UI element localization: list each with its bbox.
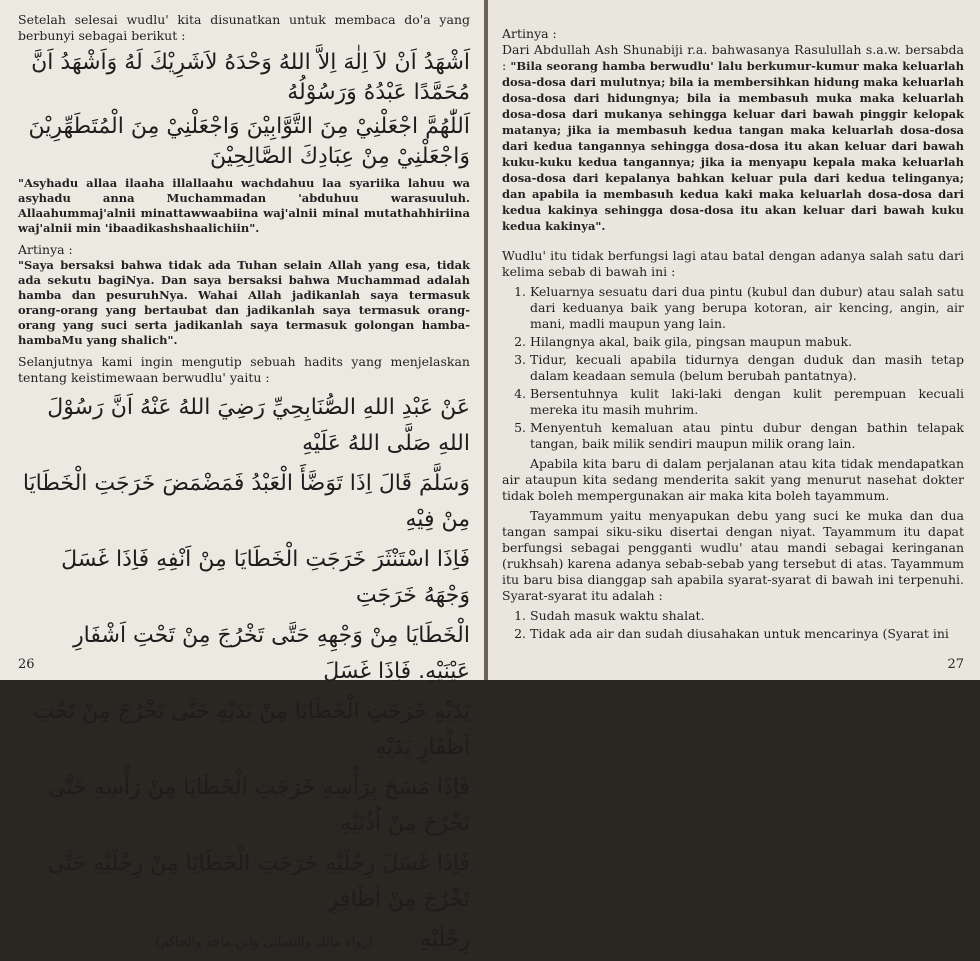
arabic-hadith-last-line [18,922,470,961]
arabic-hadith-line: يَدَيْهِ خَرَجَتِ الْخَطَايَا مِنْ يَدَيْهِ حَتَّى تَخْرُجَ مِنْ تَحْتِ اَظْفَارِ يَدَيْهِ [33,699,470,760]
batal-list [502,284,964,452]
arabic-hadith [18,390,470,961]
syarat-list [502,608,964,642]
narrator-text: Dari Abdullah Ash Shunabiji r.a. bahwasanya Rasulullah s.a.w. bersabda : [502,42,964,73]
hadith-intro: Selanjutnya kami ingin mengutip sebuah hadits yang menjelaskan tentang keistimewaan berwudlu' yaitu : [18,354,470,385]
hadith-translation: "Bila seorang hamba berwudlu' lalu berkumur-kumur maka keluarlah dosa-dosa dari mulutnya; bila ia membersihkan hidung maka keluarlah dosa-dosa dari hidungnya; bila ia membasuh muka maka keluarlah dosa-dosa dari mukanya sehingga keluar dari bawah pinggir kelopak matanya; jika ia membasuh kedua tangan maka keluarlah dosa-dosa dari kedua tangannya sehingga dosa-dosa itu akan keluar dari bawah kuku-kuku kedua tangannya; jika ia menyapu kepala maka keluarlah dosa-dosa dari kepalanya bahkan keluar pula dari kedua telinganya; dan apabila ia membasuh kedua kaki maka keluarlah dosa-dosa dari kedua kakinya sehingga dosa-dosa itu akan keluar dari bawah kuku kedua kakinya". [502,59,964,233]
batal-intro: Wudlu' itu tidak berfungsi lagi atau batal dengan adanya salah satu dari kelima sebab di bawah ini : [502,248,964,279]
list-item: 1. Keluarnya sesuatu dari dua pintu (kubul dan dubur) atau salah satu dari keduanya baik yang berupa kotoran, air kencing, angin, air mani, madli maupun yang lain. [530,284,964,332]
list-item: 1. Sudah masuk waktu shalat. [530,608,964,624]
arabic-hadith-line: عَنْ عَبْدِ اللهِ الصُّنَابِحِيِّ رَضِيَ اللهُ عَنْهُ اَنَّ رَسُوْلَ اللهِ صَلَّى اللهُ عَلَيْهِ [47,395,470,456]
arabic-hadith-line: فَاِذَا اسْتَنْثَرَ خَرَجَتِ الْخَطَايَا مِنْ اَنْفِهِ فَاِذَا غَسَلَ وَجْهَهُ خَرَجَتِ [61,547,470,608]
arabic-hadith-line: فَاِذَا غَسَلَ رِجْلَيْهِ خَرَجَتِ الْخَطَايَا مِنْ رِجْلَيْهِ حَتَّى تَخْرُجَ مِنْ اَظَافِرِ [47,851,470,912]
arabic-hadith-line: وَسَلَّمَ قَالَ اِذَا تَوَضَّأَ الْعَبْدُ فَمَضْمَضَ خَرَجَتِ الْخَطَايَا مِنْ فِيْهِ [22,471,470,532]
arabic-doa [18,48,470,172]
list-item: 3. Tidur, kecuali apabila tidurnya dengan duduk dan masih tetap dalam keadaan semula (belum berubah pantatnya). [530,352,964,384]
page-number-left: 26 [18,657,35,672]
hadith-citation: (رواه مالك والنسائى وابن ماجه والحاكم) [155,935,374,950]
arabic-doa-line: اَشْهَدُ اَنْ لاَ اِلٰهَ اِلاَّ اللهُ وَحْدَهُ لاَشَرِيْكَ لَهُ وَاَشْهَدُ اَنَّ مُحَمَّدًا عَبْدُهُ وَرَسُوْلُهُ [31,50,470,105]
arabic-hadith-line: رِجْلَيْهِ [420,927,470,952]
arabic-hadith-line: فَاِذَا مَسَحَ بِرَأْسِهِ خَرَجَتِ الْخَطَايَا مِنْ رَأْسِهِ حَتَّى تَخْرُجَ مِنْ اُذُنَيْهِ [48,775,470,836]
transliteration: "Asyhadu allaa ilaaha illallaahu wachdahuu laa syariika lahuu wa asyhadu anna Muchammadan 'abduhuu warasuuluh. Allaahummaj'alnii minattawwaabiina waj'alnii minal mutathahhiriina waj'alnii min 'ibaadikashshaalichiin". [18,176,470,235]
hadith-translation-block [502,42,964,234]
right-page [488,0,980,680]
left-page [0,0,484,952]
list-item: 2. Tidak ada air dan sudah diusahakan untuk mencarinya (Syarat ini [530,626,964,642]
intro-text: Setelah selesai wudlu' kita disunatkan untuk membaca do'a yang berbunyi sebagai berikut : [18,12,470,43]
list-item: 5. Menyentuh kemaluan atau pintu dubur dengan bathin telapak tangan, baik milik sendiri maupun milik orang lain. [530,420,964,452]
perjalanan-paragraph: Apabila kita baru di dalam perjalanan atau kita tidak mendapatkan air ataupun kita sedang menderita sakit yang menurut nasehat dokter tidak boleh mempergunakan air maka kita boleh tayammum. [502,456,964,503]
artinya-label: Artinya : [18,242,73,257]
doa-translation: "Saya bersaksi bahwa tidak ada Tuhan selain Allah yang esa, tidak ada sekutu bagiNya. Dan saya bersaksi bahwa Muchammad adalah hamba dan pesuruhNya. Wahai Allah jadikanlah saya termasuk orang-orang yang bertaubat dan jadikanlah saya termasuk orang-orang yang suci serta jadikanlah saya termasuk golongan hamba-hambaMu yang shalich". [18,258,470,347]
list-item: 4. Bersentuhnya kulit laki-laki dengan kulit perempuan kecuali mereka itu masih muhrim. [530,386,964,418]
page-number-right: 27 [947,657,964,672]
list-item: 2. Hilangnya akal, baik gila, pingsan maupun mabuk. [530,334,964,350]
arabic-hadith-line: الْخَطَايَا مِنْ وَجْهِهِ حَتَّى تَخْرُجَ مِنْ تَحْتِ اَشْفَارِ عَيْنَيْهِ. فَاِذَا غَسَلَ [73,623,470,684]
arabic-doa-line: اَللّٰهُمَّ اجْعَلْنِيْ مِنَ التَّوَّابِيْنَ وَاجْعَلْنِيْ مِنَ الْمُتَطَهِّرِيْنَ وَاجْعَلْنِيْ مِنْ عِبَادِكَ الصَّالِحِيْنَ [28,114,470,169]
artinya-label: Artinya : [502,26,557,41]
tayammum-paragraph: Tayammum yaitu menyapukan debu yang suci ke muka dan dua tangan sampai siku-siku disertai dengan niyat. Tayammum itu dapat berfungsi sebagai pengganti wudlu' atau mandi sebagai keringanan (rukhsah) karena adanya sebab-sebab yang tersebut di atas. Tayammum itu baru bisa dianggap sah apabila syarat-syarat di bawah ini terpenuhi. Syarat-syarat itu adalah : [502,508,964,603]
